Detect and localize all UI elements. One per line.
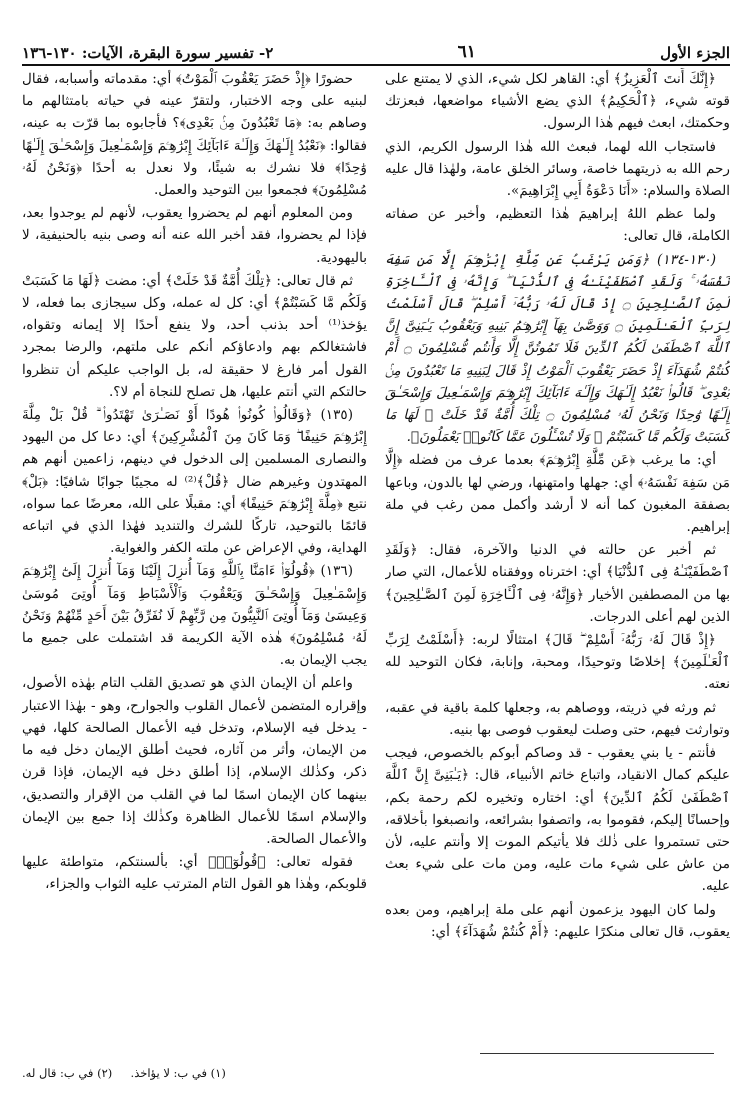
running-header [22,36,730,66]
paragraph: فاستجاب الله لهما، فبعث الله هٰذا الرسول الكريم، الذي رحم الله به ذريتهما خاصة، وسائر الخلق عامة، ولهٰذا قال عليه الصلاة والسلام: «أَنَا دَعْوَةُ أَبِي إِبْرَاهِيمَ». [385,138,730,200]
section-title: ٢- تفسير سورة البقرة، الآيات: ١٣٠-١٣٦ [22,44,274,62]
paragraph: واعلم أن الإيمان الذي هو تصديق القلب التام بهٰذه الأصول، وإقراره المتضمن لأعمال القلوب والجوارح، وهو - بهٰذا الاعتبار - يدخل فيه الإسلام، وتدخل فيه الأعمال الصالحة كلها، فهي من الإيمان، وأثر من آثاره، فحيث أطلق الإيمان دخل فيه ما ذكر، وكذٰلك الإسلام، إذا أطلق دخل فيه الإيمان، فإذا قرن بينهما كان الإيمان اسمًا لما في القلب من الإقرار والتصديق، والإسلام اسمًا للأعمال الظاهرة وكذٰلك إذا جمع بين الإيمان والأعمال الصالحة. [22,675,367,847]
paragraph: ثم قال تعالى: ﴿تِلْكَ أُمَّةٌ قَدْ خَلَتْ﴾ أي: مضت ﴿لَهَا مَا كَسَبَتْ وَلَكُم مَّا كَسَبْتُمْ﴾ أي: كل له عمله، وكل سيجازى بما فعله، لا يؤخذ⁽¹⁾ أحد بذنب أحد، ولا ينفع أحدًا إلا إيمانه وتقواه، فاشتغالكم بهم وادعاؤكم أنكم على ملتهم، والرضا بمجرد القول أمر فارغ لا حقيقة له، بل الواجب عليكم أن تنظروا حالتكم التي أنتم عليها، هل تصلح للنجاة أم لا؟. [22,272,367,400]
page-number: ٦١ [457,42,476,62]
footnote-2: (٢) في ب: قال له. [22,1066,113,1080]
paragraph: حضورًا ﴿إِذْ حَضَرَ يَعْقُوبَ ٱلْمَوْتُ﴾ أي: مقدماته وأسبابه، فقال لبنيه على وجه الاختبار، ولتقرّ عينه في حياته بامتثالهم ما وصاهم به: ﴿مَا تَعْبُدُونَ مِنۢ بَعْدِى﴾؟ فأجابوه بما قرّت به عينه، فقالوا: ﴿نَعْبُدُ إِلَـٰهَكَ وَإِلَـٰهَ ءَابَآئِكَ إِبْرَٰهِـۧمَ وَإِسْمَـٰعِيلَ وَإِسْحَـٰقَ إِلَـٰهًا وَٰحِدًا﴾ فلا نشرك به شيئًا، ولا نعدل به أحدًا ﴿وَنَحْنُ لَهُۥ مُسْلِمُونَ﴾ فجمعوا بين التوحيد والعمل. [22,71,367,199]
volume-label: الجزء الأول [660,44,730,62]
paragraph: ومن المعلوم أنهم لم يحضروا يعقوب، لأنهم لم يوجدوا بعد، فإذا لم يحضروا، فقد أخبر الله عنه أنه وصى بنيه بالحنيفية، لا باليهودية. [22,205,367,266]
footnotes [22,1066,730,1080]
paragraph: فقوله تعالى: ﴿قُولُوٓا۟﴾ أي: بألسنتكم، متواطئة عليها قلوبكم، وهٰذا هو القول التام المترتب عليه الثواب والجزاء، [22,854,367,893]
paragraph: ثم ورثه في ذريته، ووصاهم به، وجعلها كلمة باقية في عقبه، وتوارثت فيهم، حتى وصلت ليعقوب فوصى بها بنيه. [385,699,730,738]
paragraph: ولما كان اليهود يزعمون أنهم على ملة إبراهيم، ومن بعده يعقوب، قال تعالى منكرًا عليهم: ﴿أَمْ كُنتُمْ شُهَدَآءَ﴾ أي: [385,901,730,940]
footnote-divider [480,1053,714,1054]
quran-verses-130-134: (١٣٠-١٣٤) ﴿وَمَن يَرْغَبُ عَن مِّلَّةِ إِبْرَٰهِـۧمَ إِلَّا مَن سَفِهَ نَفْسَهُۥ ۚ وَلَقَدِ ٱصْطَفَيْنَـٰهُ فِى ٱلدُّنْيَا ۖ وَإِنَّهُۥ فِى ٱلْـَٔاخِرَةِ لَمِنَ ٱلصَّـٰلِحِينَ ۝ إِذْ قَالَ لَهُۥ رَبُّهُۥٓ أَسْلِمْ ۖ قَالَ أَسْلَمْتُ لِرَبِّ ٱلْعَـٰلَمِينَ ۝ وَوَصَّىٰ بِهَآ إِبْرَٰهِـۧمُ بَنِيهِ وَيَعْقُوبُ يَـٰبَنِىَّ إِنَّ ٱللَّهَ ٱصْطَفَىٰ لَكُمُ ٱلدِّينَ فَلَا تَمُوتُنَّ إِلَّا وَأَنتُم مُّسْلِمُونَ ۝ أَمْ كُنتُمْ شُهَدَآءَ إِذْ حَضَرَ يَعْقُوبَ ٱلْمَوْتُ إِذْ قَالَ لِبَنِيهِ مَا تَعْبُدُونَ مِنۢ بَعْدِى ۖ قَالُوا۟ نَعْبُدُ إِلَـٰهَكَ وَإِلَـٰهَ ءَابَآئِكَ إِبْرَٰهِـۧمَ وَإِسْمَـٰعِيلَ وَإِسْحَـٰقَ إِلَـٰهًا وَٰحِدًا وَنَحْنُ لَهُۥ مُسْلِمُونَ ۝ تِلْكَ أُمَّةٌ قَدْ خَلَتْ ۖ لَهَا مَا كَسَبَتْ وَلَكُم مَّا كَسَبْتُمْ ۖ وَلَا تُسْـَٔلُونَ عَمَّا كَانُوا۟ يَعْمَلُونَ﴾. [385,251,730,446]
footnote-1: (١) في ب: لا يؤاخذ. [130,1066,226,1080]
quran-verse-136: (١٣٦) ﴿قُولُوٓا۟ ءَامَنَّا بِٱللَّهِ وَمَآ أُنزِلَ إِلَيْنَا وَمَآ أُنزِلَ إِلَىٰٓ إِبْرَٰهِـۧمَ وَإِسْمَـٰعِيلَ وَإِسْحَـٰقَ وَيَعْقُوبَ وَٱلْأَسْبَاطِ وَمَآ أُوتِىَ مُوسَىٰ وَعِيسَىٰ وَمَآ أُوتِىَ ٱلنَّبِيُّونَ مِن رَّبِّهِمْ لَا نُفَرِّقُ بَيْنَ أَحَدٍ مِّنْهُمْ وَنَحْنُ لَهُۥ مُسْلِمُونَ﴾ هٰذه الآية الكريمة قد اشتملت على جميع ما يجب الإيمان به. [22,563,367,669]
paragraph: ﴿إِنَّكَ أَنتَ ٱلْعَزِيزُ﴾ أي: القاهر لكل شيء، الذي لا يمتنع على قوته شيء، ﴿ٱلْحَكِيمُ﴾ الذي يضع الأشياء مواضعها، فبعزتك وحكمتك، ابعث فيهم هٰذا الرسول. [385,71,730,132]
paragraph: أي: ما يرغب ﴿عَن مِّلَّةِ إِبْرَٰهِـۧمَ﴾ بعدما عرف من فضله ﴿إِلَّا مَن سَفِهَ نَفْسَهُۥ﴾ أي: جهلها وامتهنها، ورضي لها بالدون، وباعها بصفقة المغبون كما أنه لا أرشد وأكمل ممن رغب في ملة إبراهيم. [385,452,730,536]
right-column [385,68,730,1036]
paragraph: فأنتم - يا بني يعقوب - قد وصاكم أبوكم بالخصوص، فيجب عليكم كمال الانقياد، واتباع خاتم الأنبياء، قال: ﴿يَـٰبَنِىَّ إِنَّ ٱللَّهَ ٱصْطَفَىٰ لَكُمُ ٱلدِّينَ﴾ أي: اختاره وتخيره لكم رحمة بكم، وإحسانًا إليكم، فقوموا به، واتصفوا بشرائعه، وانصبغوا بأخلاقه، حتى تستمروا على ذٰلك فلا يأتيكم الموت إلا وأنتم عليه، لأن من عاش على شيء مات عليه، ومن مات على شيء بعث عليه. [385,745,730,895]
paragraph: ولما عظم اللهُ إبراهيمَ هٰذا التعظيم، وأخبر عن صفاته الكاملة، قال تعالى: [385,206,730,245]
text-columns [22,68,730,1036]
quran-verse-135: (١٣٥) ﴿وَقَالُوا۟ كُونُوا۟ هُودًا أَوْ نَصَـٰرَىٰ تَهْتَدُوا۟ ۗ قُلْ بَلْ مِلَّةَ إِبْرَٰهِـۧمَ حَنِيفًا ۖ وَمَا كَانَ مِنَ ٱلْمُشْرِكِينَ﴾ أي: دعا كل من اليهود والنصارى المسلمين إلى الدخول في دينهم، زاعمين أنهم هم المهتدون وغيرهم ضال ﴿قُلْ﴾⁽²⁾ له مجيبًا جوابًا شافيًا: ﴿بَلْ﴾ نتبع ﴿مِلَّةَ إِبْرَٰهِـۧمَ حَنِيفًا﴾ أي: مقبلًا على الله، معرضًا عما سواه، قائمًا بالتوحيد، تاركًا للشرك والتنديد فهٰذا الذي في اتباعه الهداية، وفي الإعراض عن ملته الكفر والغواية. [22,407,367,557]
paragraph: ثم أخبر عن حالته في الدنيا والآخرة، فقال: ﴿وَلَقَدِ ٱصْطَفَيْنَـٰهُ فِى ٱلدُّنْيَا﴾ أي: اخترناه ووفقناه للأعمال، التي صار بها من المصطفين الأخيار ﴿وَإِنَّهُۥ فِى ٱلْـَٔاخِرَةِ لَمِنَ ٱلصَّـٰلِحِينَ﴾ الذين لهم أعلى الدرجات. [385,542,730,625]
left-column [22,68,367,1036]
paragraph: ﴿إِذْ قَالَ لَهُۥ رَبُّهُۥٓ أَسْلِمْ ۖ قَالَ﴾ امتثالًا لربه: ﴿أَسْلَمْتُ لِرَبِّ ٱلْعَـٰلَمِينَ﴾ إخلاصًا وتوحيدًا، ومحبة، وإنابة، فكان التوحيد لله نعته. [385,632,730,693]
